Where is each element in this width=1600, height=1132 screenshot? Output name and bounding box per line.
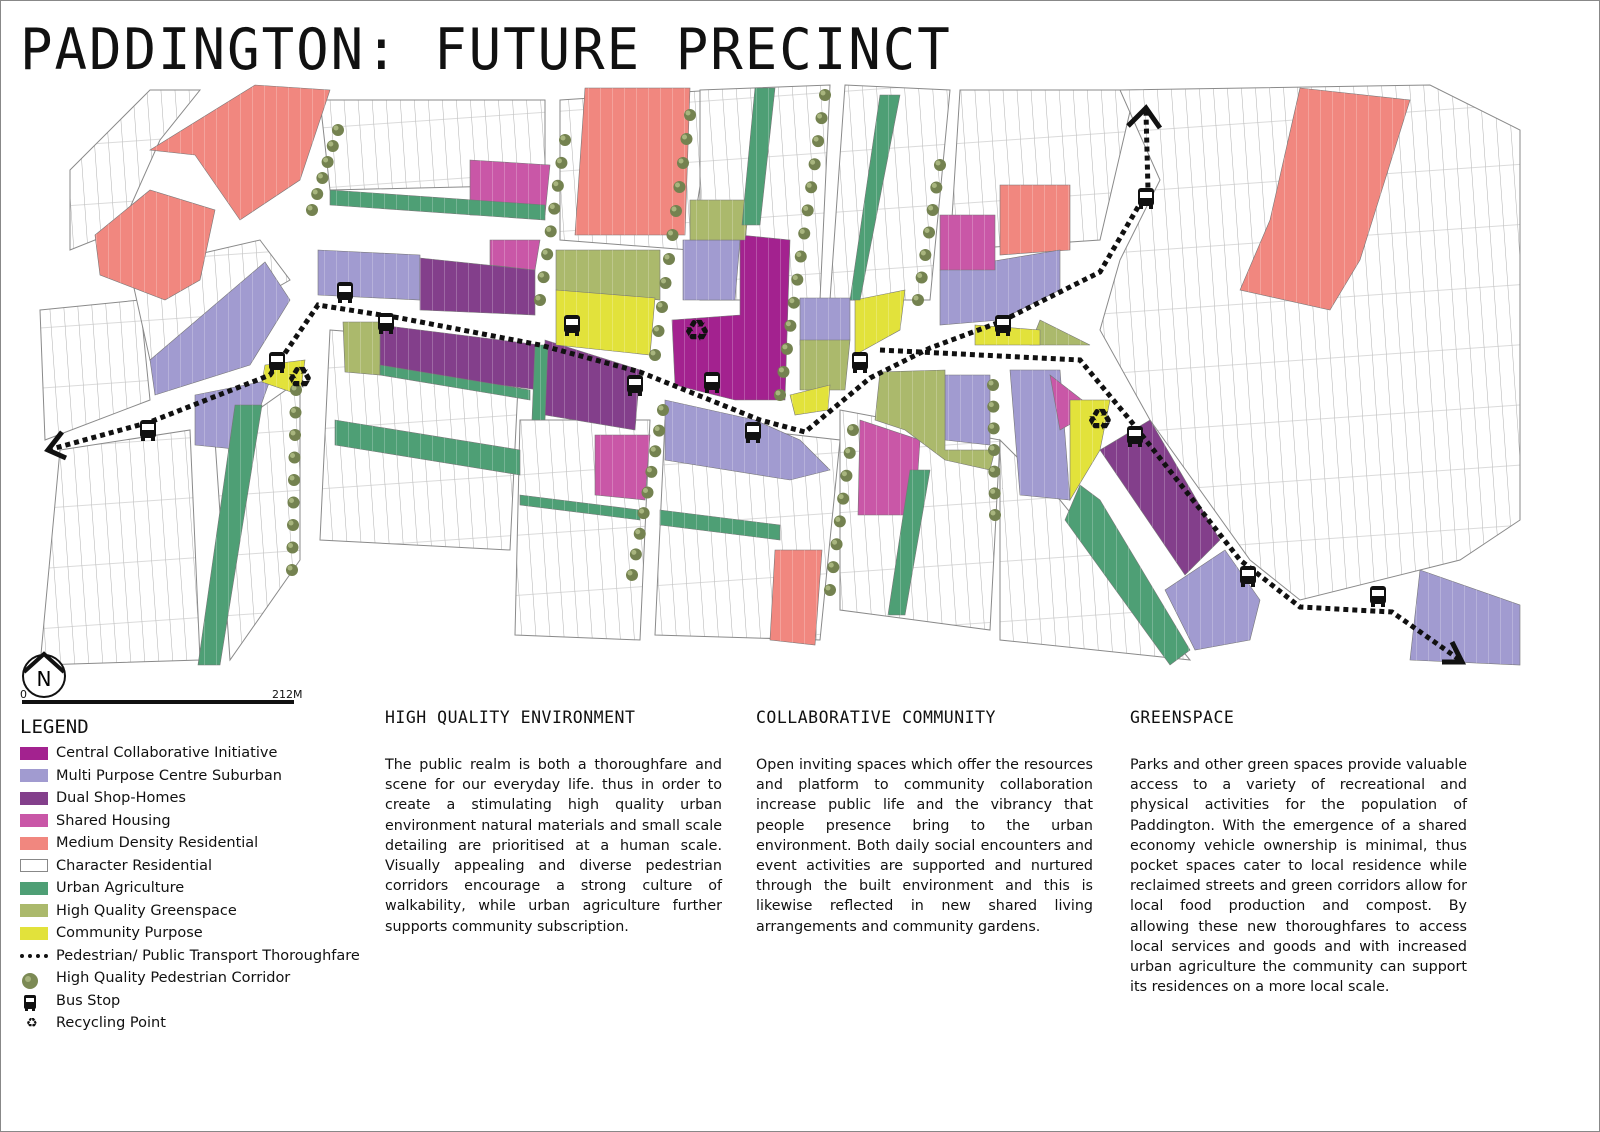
legend-item xyxy=(20,900,360,923)
legend-item xyxy=(20,1012,360,1035)
tree-icon xyxy=(316,172,328,184)
bus-stop-icon[interactable] xyxy=(1240,566,1256,587)
tree-icon xyxy=(670,205,682,217)
tree-icon xyxy=(847,424,859,436)
tree-icon xyxy=(844,447,856,459)
legend-swatch xyxy=(20,792,48,805)
zone-subdivision xyxy=(800,340,850,390)
tree-icon xyxy=(311,188,323,200)
zone-subdivision xyxy=(343,322,380,375)
legend-item xyxy=(20,945,360,968)
tree-icon xyxy=(912,294,924,306)
bus-stop-icon[interactable] xyxy=(1138,188,1154,209)
tree-icon xyxy=(667,229,679,241)
tree-icon xyxy=(327,140,339,152)
zone-subdivision xyxy=(595,435,650,500)
tree-icon xyxy=(287,519,299,531)
tree-icon xyxy=(286,564,298,576)
tree-icon xyxy=(987,379,999,391)
legend-label: Character Residential xyxy=(56,857,213,874)
legend-label: High Quality Greenspace xyxy=(56,902,237,919)
tree-icon xyxy=(812,135,824,147)
tree-icon xyxy=(534,294,546,306)
legend-swatch xyxy=(20,837,48,850)
tree-icon xyxy=(781,343,793,355)
bus-stop-icon[interactable] xyxy=(852,352,868,373)
character-residential-block xyxy=(40,300,150,440)
tree-icon xyxy=(988,444,1000,456)
tree-icon xyxy=(916,272,928,284)
legend-label: High Quality Pedestrian Corridor xyxy=(56,970,291,987)
tree-icon xyxy=(653,325,665,337)
tree-icon xyxy=(642,487,654,499)
tree-icon xyxy=(989,509,1001,521)
tree-icon xyxy=(638,507,650,519)
tree-icon xyxy=(923,227,935,239)
tree-icon xyxy=(834,515,846,527)
tree-icon xyxy=(290,407,302,419)
bus-stop-icon[interactable] xyxy=(378,313,394,334)
legend-item xyxy=(20,832,360,855)
zone-subdivision xyxy=(683,240,740,300)
legend-label: Medium Density Residential xyxy=(56,835,259,852)
tree-icon xyxy=(552,180,564,192)
character-residential-block xyxy=(40,430,200,665)
legend-item xyxy=(20,810,360,833)
tree-icon xyxy=(677,157,689,169)
tree-icon xyxy=(322,156,334,168)
tree-icon xyxy=(656,301,668,313)
tree-icon xyxy=(934,159,946,171)
tree-icon xyxy=(630,548,642,560)
legend-label: Community Purpose xyxy=(56,925,203,942)
legend-swatch xyxy=(20,814,48,827)
legend-label: Urban Agriculture xyxy=(56,880,185,897)
tree-icon xyxy=(681,133,693,145)
tree-icon xyxy=(774,389,786,401)
tree-icon xyxy=(824,584,836,596)
zone-subdivision xyxy=(855,290,905,355)
legend-item xyxy=(20,967,360,990)
tree-icon xyxy=(684,109,696,121)
legend-item xyxy=(20,742,360,765)
tree-icon xyxy=(805,181,817,193)
tree-icon xyxy=(989,487,1001,499)
zone-subdivision xyxy=(800,298,850,345)
legend-title: LEGEND xyxy=(20,716,89,738)
legend-label: Bus Stop xyxy=(56,992,121,1009)
tree-icon xyxy=(919,249,931,261)
zone-subdivision xyxy=(770,550,822,645)
tree-icon xyxy=(819,89,831,101)
tree-icon xyxy=(20,972,48,985)
tree-icon xyxy=(777,366,789,378)
tree-icon xyxy=(645,466,657,478)
tree-icon xyxy=(660,277,672,289)
legend-swatch xyxy=(20,882,48,895)
section-body: Parks and other green spaces provide valuable access to a variety of recreational and physical activities for the population of Paddington. With the emergence of a shared economy vehicle ownership is minimal, thus pocket spaces cater to local residence while reclaimed streets and green corridors allow for local food production and compost. By allowing these new thoroughfares to access local services and goods and with increased urban agriculture the community can support its residences on a more local scale. xyxy=(1130,757,1467,996)
tree-icon xyxy=(649,349,661,361)
legend-swatch xyxy=(20,927,48,940)
section-heading: COLLABORATIVE COMMUNITY xyxy=(756,708,996,727)
tree-icon xyxy=(816,112,828,124)
section-heading: HIGH QUALITY ENVIRONMENT xyxy=(385,708,636,727)
legend-item xyxy=(20,922,360,945)
recycle-icon: ♻ xyxy=(1086,403,1114,438)
north-arrow xyxy=(20,650,68,702)
tree-icon xyxy=(559,134,571,146)
section-greenspace xyxy=(1130,708,1467,997)
tree-icon xyxy=(288,474,300,486)
tree-icon xyxy=(649,445,661,457)
legend-item xyxy=(20,877,360,900)
zone-subdivision xyxy=(945,375,990,445)
legend-swatch xyxy=(20,859,48,872)
bus-stop-icon[interactable] xyxy=(1127,426,1143,447)
zone-subdivision xyxy=(1410,570,1520,665)
tree-icon xyxy=(798,227,810,239)
bus-stop-icon[interactable] xyxy=(564,315,580,336)
recycle-icon: ♻ xyxy=(26,1015,38,1031)
bus-stop-icon[interactable] xyxy=(269,352,285,373)
section-heading: GREENSPACE xyxy=(1130,708,1235,727)
tree-icon xyxy=(653,425,665,437)
tree-icon xyxy=(289,429,301,441)
tree-icon xyxy=(927,204,939,216)
legend-label: Multi Purpose Centre Suburban xyxy=(56,767,282,784)
tree-icon xyxy=(791,274,803,286)
bus-icon xyxy=(20,994,48,1007)
legend-swatch xyxy=(20,747,48,760)
legend-label: Pedestrian/ Public Transport Thoroughfare xyxy=(56,947,360,964)
tree-icon xyxy=(626,569,638,581)
section-high-quality-environment xyxy=(385,708,722,937)
tree-icon xyxy=(837,493,849,505)
tree-icon xyxy=(840,470,852,482)
section-body: The public realm is both a thoroughfare and scene for our everyday life. thus in order to create a stimulating high quality urban environment natural materials and small scale detailing are prioritised at a human scale. Visually appealing and diverse pedestrian corridors encourage a strong culture of walkability, while urban agriculture further supports community subscription. xyxy=(385,757,722,935)
legend-item xyxy=(20,990,360,1013)
tree-icon xyxy=(930,182,942,194)
legend-label: Central Collaborative Initiative xyxy=(56,745,278,762)
tree-icon xyxy=(663,253,675,265)
tree-icon xyxy=(332,124,344,136)
tree-icon xyxy=(555,157,567,169)
zone-subdivision xyxy=(940,215,995,270)
scale-end: 212M xyxy=(272,688,303,701)
precinct-map xyxy=(0,80,1600,680)
legend-item xyxy=(20,787,360,810)
tree-icon xyxy=(657,404,669,416)
tree-icon xyxy=(827,561,839,573)
tree-icon xyxy=(788,297,800,309)
bus-stop-icon[interactable] xyxy=(337,282,353,303)
legend-label: Recycling Point xyxy=(56,1015,166,1032)
zone-subdivision xyxy=(490,240,540,270)
tree-icon xyxy=(802,204,814,216)
tree-icon xyxy=(306,204,318,216)
tree-icon xyxy=(541,248,553,260)
tree-icon xyxy=(987,401,999,413)
bus-stop-icon[interactable] xyxy=(140,420,156,441)
tree-icon xyxy=(809,158,821,170)
legend-swatch xyxy=(20,904,48,917)
bus-stop-icon[interactable] xyxy=(627,375,643,396)
tree-icon xyxy=(548,203,560,215)
dotted-line-icon xyxy=(20,954,48,958)
scale-bar xyxy=(22,700,294,704)
legend-item xyxy=(20,765,360,788)
scale-start: 0 xyxy=(20,688,27,701)
tree-icon xyxy=(988,422,1000,434)
svg-text:N: N xyxy=(36,667,52,691)
legend-label: Dual Shop-Homes xyxy=(56,790,186,807)
tree-icon xyxy=(538,271,550,283)
zone-subdivision xyxy=(690,200,750,240)
zone-subdivision xyxy=(318,250,420,300)
bus-stop-icon[interactable] xyxy=(995,315,1011,336)
tree-icon xyxy=(634,528,646,540)
section-collaborative-community xyxy=(756,708,1093,937)
tree-icon xyxy=(988,466,1000,478)
page-title: PADDINGTON: FUTURE PRECINCT xyxy=(20,16,952,83)
legend xyxy=(20,716,360,1035)
tree-icon xyxy=(287,542,299,554)
recycle-icon: ♻ xyxy=(286,361,314,396)
section-body: Open inviting spaces which offer the resources and platform to community collaboration increase public life and the vibrancy that people presence bring to the urban environment. Both daily social encounters and event activities are supported and nurtured through the built environment and this is likewise reflected in new shared living arrangements and community gardens. xyxy=(756,757,1093,935)
zone-subdivision xyxy=(545,340,640,430)
tree-icon xyxy=(288,497,300,509)
tree-icon xyxy=(795,251,807,263)
tree-icon xyxy=(545,225,557,237)
legend-item xyxy=(20,855,360,878)
tree-icon xyxy=(289,452,301,464)
legend-swatch xyxy=(20,769,48,782)
bus-stop-icon[interactable] xyxy=(704,372,720,393)
north-compass-icon xyxy=(20,650,68,698)
zone-subdivision xyxy=(1000,185,1070,255)
bus-stop-icon[interactable] xyxy=(1370,586,1386,607)
tree-icon xyxy=(784,320,796,332)
bus-stop-icon[interactable] xyxy=(745,422,761,443)
recycle-icon: ♻ xyxy=(683,314,711,349)
tree-icon xyxy=(831,538,843,550)
tree-icon xyxy=(674,181,686,193)
legend-label: Shared Housing xyxy=(56,812,171,829)
